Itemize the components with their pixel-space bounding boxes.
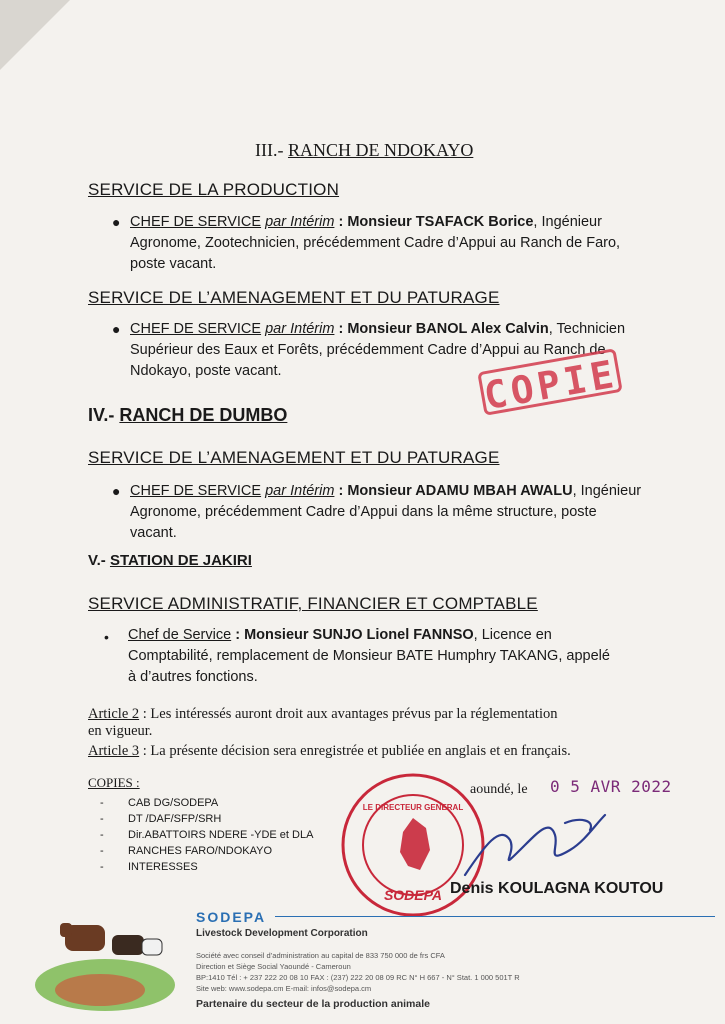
footer-line: Direction et Siège Social Yaoundé - Cameroun	[196, 962, 351, 971]
article-label: Article 2	[88, 706, 140, 722]
section-title-ranch-ndokayo	[255, 140, 473, 161]
entry-text: , Ingénieur	[533, 214, 602, 230]
section-title-ranch-dumbo	[88, 405, 287, 426]
entry-text: , Ingénieur	[572, 483, 642, 499]
separator: :	[334, 214, 348, 230]
footer-line: Société avec conseil d’administration au capital de 833 750 000 de frs CFA	[196, 951, 445, 960]
service-entry	[130, 212, 710, 275]
footer-tagline: Partenaire du secteur de la production animale	[196, 998, 430, 1010]
bullet-icon: ●	[112, 483, 121, 499]
role-label: CHEF DE SERVICE	[130, 214, 262, 230]
footer-divider	[275, 916, 715, 917]
section-title: STATION DE JAKIRI	[109, 552, 252, 569]
role-label: CHEF DE SERVICE	[130, 483, 262, 499]
service-entry	[130, 319, 710, 382]
role-label: CHEF DE SERVICE	[130, 321, 262, 337]
footer-line: Site web: www.sodepa.cm E-mail: infos@sodepa.cm	[196, 984, 372, 993]
list-item: - Dir.ABATTOIRS NDERE -YDE et DLA	[100, 829, 314, 841]
interim-label: par Intérim	[265, 321, 335, 337]
entry-text: poste vacant.	[130, 256, 217, 272]
article-text: : La présente décision sera enregistrée et publiée en anglais et en français.	[139, 743, 571, 759]
entry-text: vacant.	[130, 525, 177, 541]
list-item-text: CAB DG/SODEPA	[128, 797, 219, 809]
service-heading: SERVICE DE L’AMENAGEMENT ET DU PATURAGE	[88, 448, 500, 467]
entry-text: Supérieur des Eaux et Forêts, précédemment Cadre d’Appui au Ranch de	[130, 342, 606, 358]
copies-list	[100, 795, 313, 875]
service-heading: SERVICE ADMINISTRATIF, FINANCIER ET COMPTABLE	[88, 594, 538, 613]
article-text: : Les intéressés auront droit aux avantages prévus par la réglementation	[139, 706, 558, 722]
list-item-text: Dir.ABATTOIRS NDERE -YDE et DLA	[128, 829, 314, 841]
signature-icon	[455, 805, 615, 885]
footer-org: SODEPA	[196, 909, 267, 925]
appointee-name: Monsieur ADAMU MBAH AWALU	[347, 483, 573, 499]
signatory-name: Denis KOULAGNA KOUTOU	[450, 880, 664, 897]
section-number: V.-	[88, 552, 106, 569]
bullet-icon: •	[104, 629, 109, 645]
section-title: RANCH DE NDOKAYO	[287, 140, 474, 160]
bullet-icon: ●	[112, 321, 121, 337]
section-title-station-jakiri	[88, 552, 252, 569]
date-stamp: 0 5 AVR 2022	[550, 777, 672, 796]
section-title: RANCH DE DUMBO	[119, 405, 288, 425]
section-number: III.-	[255, 140, 284, 160]
service-entry	[130, 481, 710, 544]
bullet-icon: ●	[112, 214, 121, 230]
cattle-logo-icon	[30, 905, 180, 1015]
appointee-name: Monsieur BANOL Alex Calvin	[347, 321, 549, 337]
list-item-text: RANCHES FARO/NDOKAYO	[128, 845, 273, 857]
article-label: Article 3	[88, 743, 140, 759]
interim-label: par Intérim	[265, 214, 335, 230]
list-item-text: INTERESSES	[128, 861, 198, 873]
separator: :	[231, 627, 245, 643]
folded-corner	[0, 0, 70, 70]
service-heading: SERVICE DE LA PRODUCTION	[88, 180, 340, 199]
entry-text: Agronome, précédemment Cadre d’Appui dans la même structure, poste	[130, 504, 597, 520]
entry-text: Ndokayo, poste vacant.	[130, 363, 282, 379]
footer-details	[196, 950, 716, 994]
entry-text: Comptabilité, remplacement de Monsieur BATE Humphry TAKANG, appelé	[128, 648, 610, 664]
article-3	[88, 743, 718, 760]
copie-stamp: COPIE	[477, 348, 623, 416]
separator: :	[334, 321, 348, 337]
appointee-name: Monsieur TSAFACK Borice	[347, 214, 534, 230]
interim-label: par Intérim	[265, 483, 335, 499]
service-entry	[128, 625, 708, 688]
service-heading: SERVICE DE L’AMENAGEMENT ET DU PATURAGE	[88, 288, 500, 307]
list-item: - RANCHES FARO/NDOKAYO	[100, 845, 273, 857]
copies-title: COPIES :	[88, 775, 140, 790]
entry-text: , Technicien	[548, 321, 626, 337]
list-item-text: DT /DAF/SFP/SRH	[128, 813, 222, 825]
list-item: - CAB DG/SODEPA	[100, 797, 219, 809]
separator: :	[334, 483, 348, 499]
entry-text: à d’autres fonctions.	[128, 669, 258, 685]
entry-text: Agronome, Zootechnicien, précédemment Cadre d’Appui au Ranch de Faro,	[130, 235, 621, 251]
footer-line: BP:1410 Tél : + 237 222 20 08 10 FAX : (237) 222 20 08 09 RC N° H 667 - N° Stat. 1 000 501T R	[196, 973, 520, 982]
place-label: aoundé, le	[470, 782, 528, 797]
seal-bottom-text: SODEPA	[383, 887, 443, 903]
footer-org-full: Livestock Development Corporation	[196, 928, 368, 939]
seal-center-text: LE DIRECTEUR GENERAL	[362, 803, 464, 812]
appointee-name: Monsieur SUNJO Lionel FANNSO	[244, 627, 474, 643]
entry-text: , Licence en	[473, 627, 552, 643]
article-text: en vigueur.	[88, 723, 153, 739]
list-item: - DT /DAF/SFP/SRH	[100, 813, 222, 825]
list-item: - INTERESSES	[100, 861, 198, 873]
role-label: Chef de Service	[128, 627, 232, 643]
article-2	[88, 706, 708, 740]
section-number: IV.-	[88, 405, 115, 425]
